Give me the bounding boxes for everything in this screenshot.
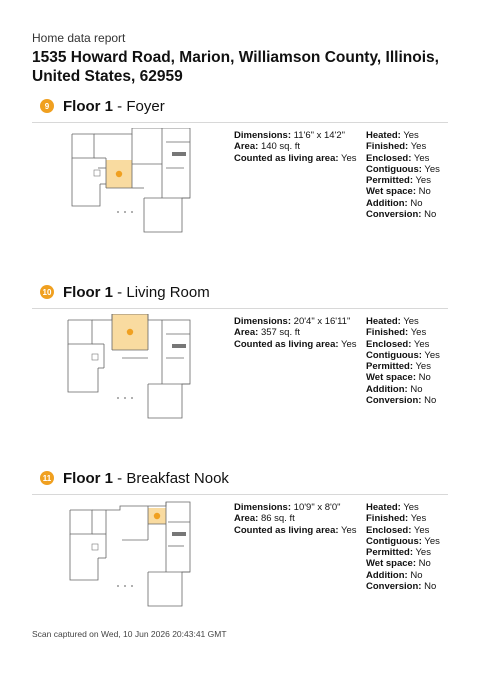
addition-label: Addition: bbox=[366, 197, 408, 209]
floor-plan-drawing bbox=[62, 500, 197, 610]
finished-label: Finished: bbox=[366, 513, 409, 525]
enclosed-value: Yes bbox=[413, 338, 430, 350]
addition-label: Addition: bbox=[366, 383, 408, 395]
room-title: Floor 1 - Breakfast Nook bbox=[63, 469, 229, 487]
area-label: Area: bbox=[234, 141, 259, 153]
room-marker-icon bbox=[154, 513, 160, 519]
enclosed-value: Yes bbox=[413, 152, 430, 164]
contiguous-value: Yes bbox=[424, 163, 440, 175]
living-area-value: Yes bbox=[341, 338, 357, 350]
divider bbox=[32, 122, 448, 123]
room-heading bbox=[40, 468, 229, 488]
room-section-living-room bbox=[32, 282, 448, 467]
room-dimensions bbox=[234, 502, 357, 536]
floor-plan-drawing bbox=[62, 128, 197, 238]
contiguous-label: Contiguous: bbox=[366, 535, 422, 547]
room-title: Floor 1 - Foyer bbox=[63, 97, 165, 115]
permitted-label: Permitted: bbox=[366, 175, 413, 187]
room-title: Floor 1 - Living Room bbox=[63, 283, 210, 301]
permitted-label: Permitted: bbox=[366, 361, 413, 373]
living-area-label: Counted as living area: bbox=[234, 338, 339, 350]
floor-plan-thumbnail bbox=[62, 500, 197, 610]
wet-space-label: Wet space: bbox=[366, 186, 416, 198]
scan-timestamp: Scan captured on Wed, 10 Jun 2026 20:43:41 GMT bbox=[32, 629, 227, 639]
conversion-value: No bbox=[424, 581, 437, 593]
report-label: Home data report bbox=[32, 31, 126, 45]
heated-label: Heated: bbox=[366, 130, 401, 141]
dimensions-label: Dimensions: bbox=[234, 130, 292, 141]
finished-label: Finished: bbox=[366, 141, 409, 153]
floor-plan-drawing bbox=[62, 314, 197, 424]
divider bbox=[32, 308, 448, 309]
room-heading bbox=[40, 282, 210, 302]
area-value: 86 sq. ft bbox=[260, 513, 295, 525]
wet-space-label: Wet space: bbox=[366, 558, 416, 570]
floor-label: Floor 1 bbox=[63, 97, 114, 115]
conversion-value: No bbox=[424, 209, 437, 221]
dimensions-label: Dimensions: bbox=[234, 316, 292, 327]
enclosed-label: Enclosed: bbox=[366, 152, 412, 164]
finished-label: Finished: bbox=[366, 327, 409, 339]
floor-plan-thumbnail bbox=[62, 128, 197, 238]
addition-value: No bbox=[410, 197, 423, 209]
heated-label: Heated: bbox=[366, 502, 401, 513]
addition-value: No bbox=[410, 383, 423, 395]
room-section-breakfast-nook bbox=[32, 468, 448, 653]
dimensions-label: Dimensions: bbox=[234, 502, 292, 513]
permitted-value: Yes bbox=[415, 175, 431, 187]
finished-value: Yes bbox=[410, 327, 427, 339]
dimensions-value: 11'6" x 14'2" bbox=[293, 130, 346, 141]
dimensions-value: 10'9" x 8'0" bbox=[293, 502, 341, 513]
area-value: 140 sq. ft bbox=[260, 141, 301, 153]
permitted-value: Yes bbox=[415, 547, 431, 559]
addition-value: No bbox=[410, 569, 423, 581]
contiguous-label: Contiguous: bbox=[366, 349, 422, 361]
conversion-label: Conversion: bbox=[366, 395, 422, 407]
finished-value: Yes bbox=[410, 513, 427, 525]
conversion-label: Conversion: bbox=[366, 581, 422, 593]
enclosed-label: Enclosed: bbox=[366, 338, 412, 350]
contiguous-value: Yes bbox=[424, 535, 440, 547]
contiguous-label: Contiguous: bbox=[366, 163, 422, 175]
room-number-badge: 10 bbox=[40, 285, 54, 299]
room-name: Living Room bbox=[126, 283, 210, 301]
living-area-label: Counted as living area: bbox=[234, 152, 339, 164]
wet-space-value: No bbox=[418, 558, 431, 570]
floor-plan-thumbnail bbox=[62, 314, 197, 424]
room-marker-icon bbox=[127, 329, 133, 335]
room-number-badge: 9 bbox=[40, 99, 54, 113]
addition-label: Addition: bbox=[366, 569, 408, 581]
room-features bbox=[366, 316, 440, 406]
room-heading bbox=[40, 96, 165, 116]
permitted-value: Yes bbox=[415, 361, 431, 373]
floor-label: Floor 1 bbox=[63, 283, 114, 301]
living-area-label: Counted as living area: bbox=[234, 524, 339, 536]
room-features bbox=[366, 130, 440, 220]
room-marker-icon bbox=[116, 171, 122, 177]
divider bbox=[32, 494, 448, 495]
area-label: Area: bbox=[234, 513, 259, 525]
area-value: 357 sq. ft bbox=[260, 327, 301, 339]
heated-value: Yes bbox=[403, 130, 419, 141]
room-dimensions bbox=[234, 316, 357, 350]
dimensions-value: 20'4" x 16'11" bbox=[293, 316, 351, 327]
room-number-badge: 11 bbox=[40, 471, 54, 485]
room-features bbox=[366, 502, 440, 592]
room-section-foyer bbox=[32, 96, 448, 281]
living-area-value: Yes bbox=[341, 524, 357, 536]
finished-value: Yes bbox=[410, 141, 427, 153]
wet-space-value: No bbox=[418, 372, 431, 384]
property-address: 1535 Howard Road, Marion, Williamson County, Illinois, United States, 62959 bbox=[32, 49, 439, 85]
permitted-label: Permitted: bbox=[366, 547, 413, 559]
conversion-label: Conversion: bbox=[366, 209, 422, 221]
room-name: Breakfast Nook bbox=[126, 469, 229, 487]
wet-space-label: Wet space: bbox=[366, 372, 416, 384]
area-label: Area: bbox=[234, 327, 259, 339]
heated-value: Yes bbox=[403, 502, 419, 513]
conversion-value: No bbox=[424, 395, 437, 407]
enclosed-label: Enclosed: bbox=[366, 524, 412, 536]
enclosed-value: Yes bbox=[413, 524, 430, 536]
wet-space-value: No bbox=[418, 186, 431, 198]
heated-value: Yes bbox=[403, 316, 419, 327]
living-area-value: Yes bbox=[341, 152, 357, 164]
room-name: Foyer bbox=[126, 97, 165, 115]
room-dimensions bbox=[234, 130, 357, 164]
heated-label: Heated: bbox=[366, 316, 401, 327]
contiguous-value: Yes bbox=[424, 349, 440, 361]
floor-label: Floor 1 bbox=[63, 469, 114, 487]
